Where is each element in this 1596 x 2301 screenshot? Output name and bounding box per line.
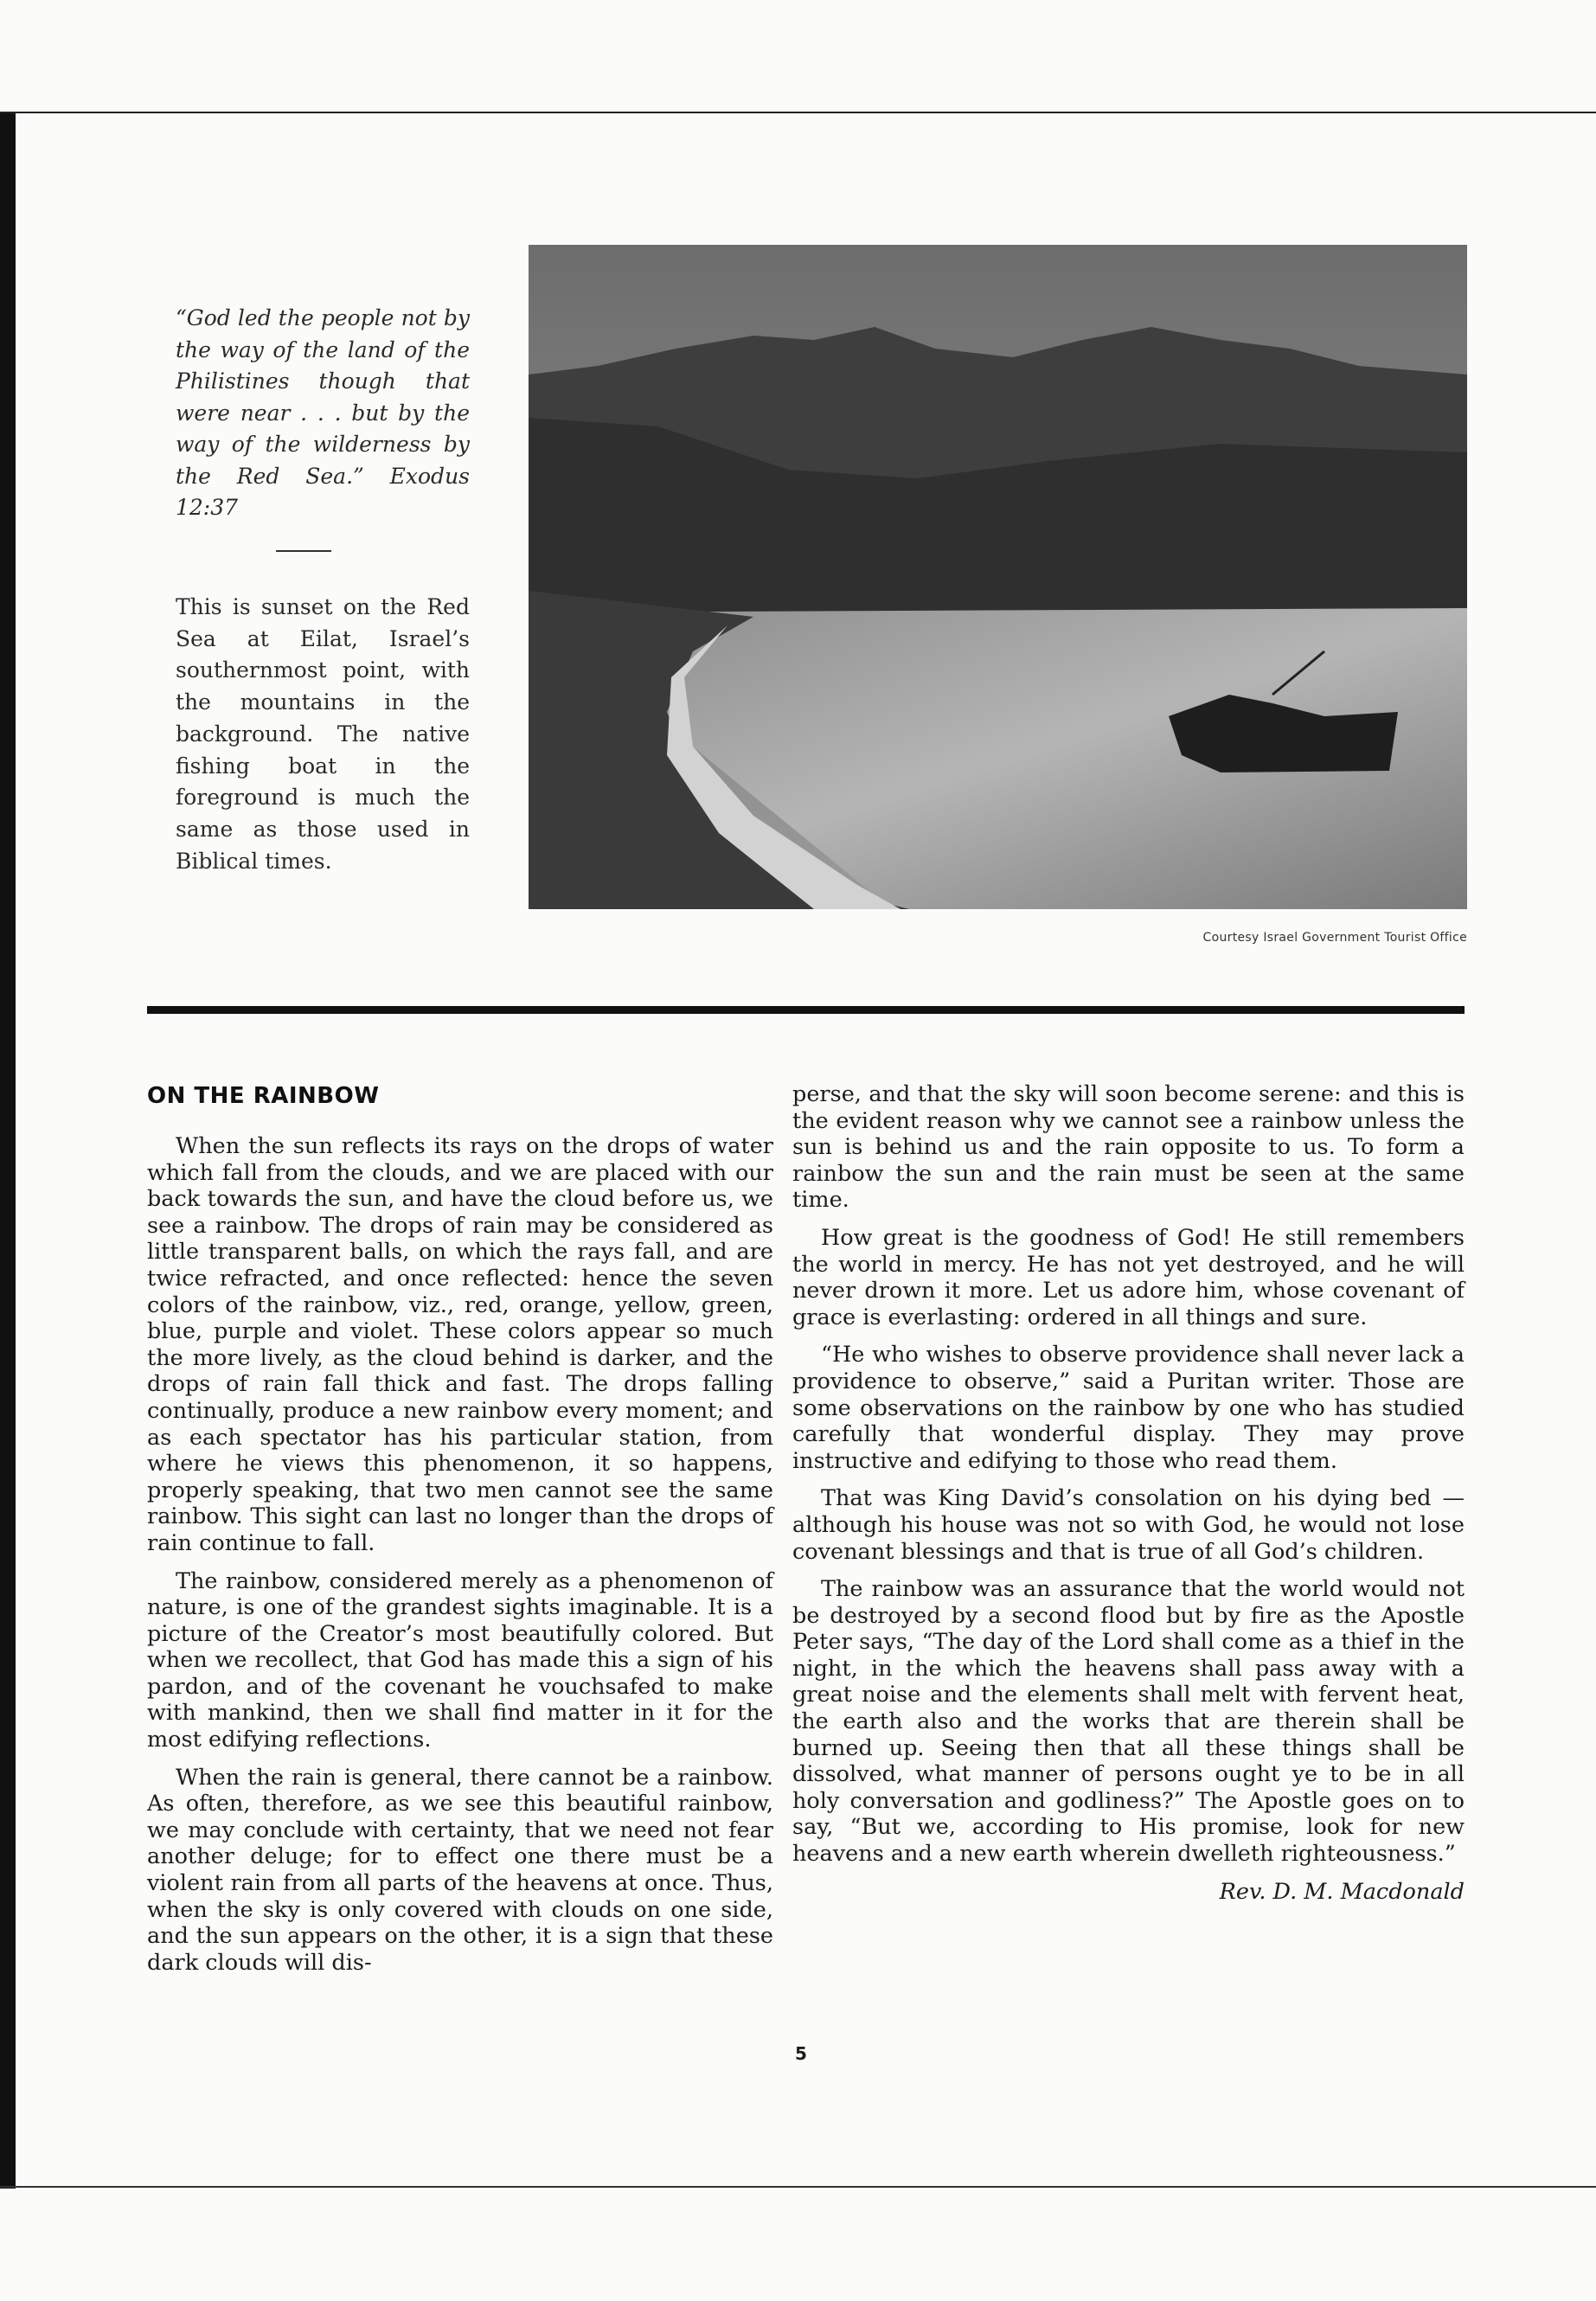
section-rule <box>147 1006 1465 1014</box>
scripture-quote: “God led the people not by the way of the land of the Philistines though that were near . . . but by the way of the wilderness by the Red Sea.” Exodus 12:37 <box>176 305 470 520</box>
bottom-border <box>0 2186 1596 2188</box>
paragraph: How great is the goodness of God! He still remembers the world in mercy. He has not yet destroyed, and he will never drown it more. Let us adore him, whose covenant of grace is everlasting: ordered in all things and sure. <box>792 1224 1465 1330</box>
page-number: 5 <box>795 2043 807 2064</box>
paragraph: When the rain is general, there cannot be a rainbow. As often, therefore, as we see this beautiful rainbow, we may conclude with certainty, that we need not fear another deluge; for to effect one there must be a violent rain from all parts of the heavens at once. Thus, when the sky is only covered with clouds on one side, and the sun appears on the other, it is a sign that these dark clouds will dis- <box>147 1764 773 1976</box>
paragraph: That was King David’s consolation on his dying bed — although his house was not so with God, he would not lose covenant blessings and that is true of all God’s children. <box>792 1485 1465 1565</box>
article-title: ON THE RAINBOW <box>147 1083 380 1109</box>
paragraph: The rainbow was an assurance that the world would not be destroyed by a second flood but by fire as the Apostle Peter says, “The day of the Lord shall come as a thief in the night, in the which the heavens shall pass away with a great noise and the elements shall melt with fervent heat, the earth also and the works that are therein shall be burned up. Seeing then that all these things shall be dissolved, what manner of persons ought ye to be in all holy conversation and godliness?” The Apostle goes on to say, “But we, according to His promise, look for new heavens and a new earth wherein dwelleth righteousness.” <box>792 1576 1465 1868</box>
divider <box>276 550 331 552</box>
top-border <box>0 112 1596 113</box>
paragraph: The rainbow, considered merely as a phenomenon of nature, is one of the grandest sights imaginable. It is a picture of the Creator’s most beautifully colored. But when we recollect, that God has made this a sign of his pardon, and of the covenant he vouchsafed to make with mankind, then we shall find matter in it for the most edifying reflections. <box>147 1567 773 1753</box>
paragraph: perse, and that the sky will soon become serene: and this is the evident reason why we cannot see a rainbow unless the sun is behind us and the rain opposite to us. To form a rainbow the sun and the rain must be seen at the same time. <box>792 1081 1465 1214</box>
red-sea-sunset-photo <box>529 245 1467 909</box>
article-column-right <box>792 1081 1465 1905</box>
paragraph: “He who wishes to observe providence shall never lack a providence to observe,” said a Puritan writer. Those are some observations on the rainbow by one who has studied carefully that wonderful display. They may prove instructive and edifying to those who read them. <box>792 1342 1465 1474</box>
author-signature: Rev. D. M. Macdonald <box>1219 1878 1465 1905</box>
photo-credit: Courtesy Israel Government Tourist Office <box>1202 931 1467 945</box>
article-column-left <box>147 1133 773 1987</box>
photo-caption: This is sunset on the Red Sea at Eilat, Israel’s southernmost point, with the mountains in the background. The native fishing boat in the foreground is much the same as those used in Biblical times. <box>176 594 470 874</box>
scan-edge <box>0 112 16 2189</box>
paragraph: When the sun reflects its rays on the drops of water which fall from the clouds, and we are placed with our back towards the sun, and have the cloud before us, we see a rainbow. The drops of rain may be considered as little transparent balls, on which the rays fall, and are twice refracted, and once reflected: hence the seven colors of the rainbow, viz., red, orange, yellow, green, blue, purple and violet. These colors appear so much the more lively, as the cloud behind is darker, and the drops of rain fall thick and fast. The drops falling continually, produce a new rainbow every moment; and as each spectator has his particular station, from where he views this phenomenon, it so happens, properly speaking, that two men cannot see the same rainbow. This sight can last no longer than the drops of rain continue to fall. <box>147 1133 773 1556</box>
